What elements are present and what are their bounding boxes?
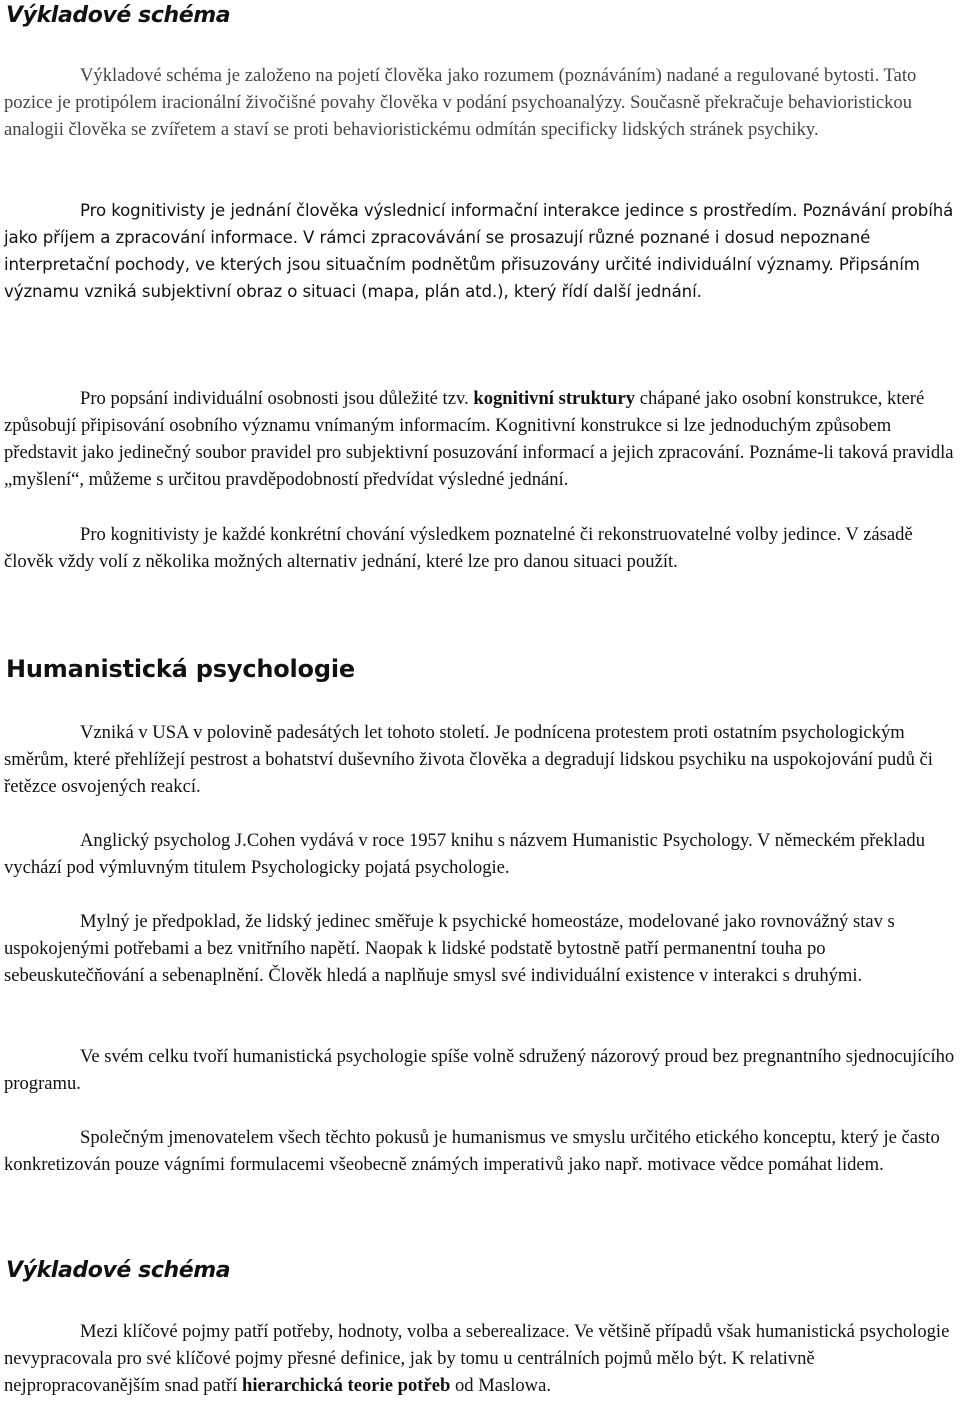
paragraph-nazorovy-proud: Ve svém celku tvoří humanistická psychologie spíše volně sdružený názorový proud bez pregnantního sjednocujícího programu. <box>4 1046 955 1094</box>
paragraph-vykladove-schema-intro: Výkladové schéma je založeno na pojetí člověka jako rozumem (poznáváním) nadané a regulované bytosti. Tato pozice je protipólem iracionální živočišné povahy člověka v podání psychoanalýzy. Současně překračuje behavioristickou analogii člověka se zvířetem a staví se proti behavioristickému odmítán specificky lidských stránek psychiky. <box>4 65 917 140</box>
paragraph-klicove-pojmy <box>4 1318 956 1399</box>
text-segment: chápané jako osobní konstrukce, které způsobují připisování osobního významu vnímaným informacím. Kognitivní konstrukce si lze jednoduchým způsobem představit jako jedinečný soubor pravidel pro subjektivní posuzování informací a jejich zpracování. Poznáme-li taková pravidla „myšlení“, můžeme s určitou pravděpodobností předvídat výsledné jednání. <box>4 388 954 490</box>
paragraph-homeostaza: Mylný je předpoklad, že lidský jedinec směřuje k psychické homeostáze, modelované jako rovnovážný stav s uspokojenými potřebami a bez vnitřního napětí. Naopak k lidské podstatě bytostně patří permanentní touha po sebeuskutečňování a sebenaplnění. Člověk hledá a naplňuje smysl své individuální existence v interakci s druhými. <box>4 911 895 986</box>
text-segment: Mezi klíčové pojmy patří potřeby, hodnoty, volba a seberealizace. Ve většině případů však humanistická psychologie nevypracovala pro své klíčové pojmy přesné definice, jak by tomu u centrálních pojmů mělo být. K relativně nejpropracovanějším snad patří <box>4 1321 950 1396</box>
paragraph-volba-jedince: Pro kognitivisty je každé konkrétní chování výsledkem poznatelné či rekonstruovatelné volby jedince. V zásadě člověk vždy volí z několika možných alternativ jednání, které lze pro danou situaci použít. <box>4 524 913 572</box>
paragraph-humanismus-eticky-koncept: Společným jmenovatelem všech těchto pokusů je humanismus ve smyslu určitého etického konceptu, který je často konkretizován pouze vágními formulacemi všeobecně známých imperativů jako např. motivace vědce pomáhat lidem. <box>4 1127 940 1175</box>
section-heading-vykladove-schema-2: Výkladové schéma <box>6 1258 231 1283</box>
section-heading-humanisticka-psychologie: Humanistická psychologie <box>6 655 355 683</box>
section-heading-vykladove-schema-1: Výkladové schéma <box>6 3 231 28</box>
bold-term-kognitivni-struktury: kognitivní struktury <box>473 388 636 409</box>
text-segment: od Maslowa. <box>450 1375 552 1396</box>
bold-term-hierarchicka-teorie-potreb: hierarchická teorie potřeb <box>242 1375 451 1396</box>
paragraph-cohen-kniha: Anglický psycholog J.Cohen vydává v roce 1957 knihu s názvem Humanistic Psychology. V německém překladu vychází pod výmluvným titulem Psychologicky pojatá psychologie. <box>4 830 925 878</box>
paragraph-vznik-humanisticke-psychologie: Vzniká v USA v polovině padesátých let tohoto století. Je podnícena protestem proti ostatním psychologickým směrům, které přehlížejí pestrost a bohatství duševního života člověka a degradují lidskou psychiku na uspokojování pudů či řetězce osvojených reakcí. <box>4 722 933 797</box>
paragraph-kognitivisty-jednani: Pro kognitivisty je jednání člověka výslednicí informační interakce jedince s prostředím. Poznávání probíhá jako příjem a zpracování informace. V rámci zpracovávání se prosazují různé poznané i dosud nepoznané interpretační pochody, ve kterých jsou situačním podnětům přisuzovány určité individuální významy. Připsáním významu vzniká subjektivní obraz o situaci (mapa, plán atd.), který řídí další jednání. <box>4 201 954 301</box>
text-segment: Pro popsání individuální osobnosti jsou důležité tzv. <box>80 388 474 409</box>
paragraph-kognitivni-struktury <box>4 385 956 493</box>
